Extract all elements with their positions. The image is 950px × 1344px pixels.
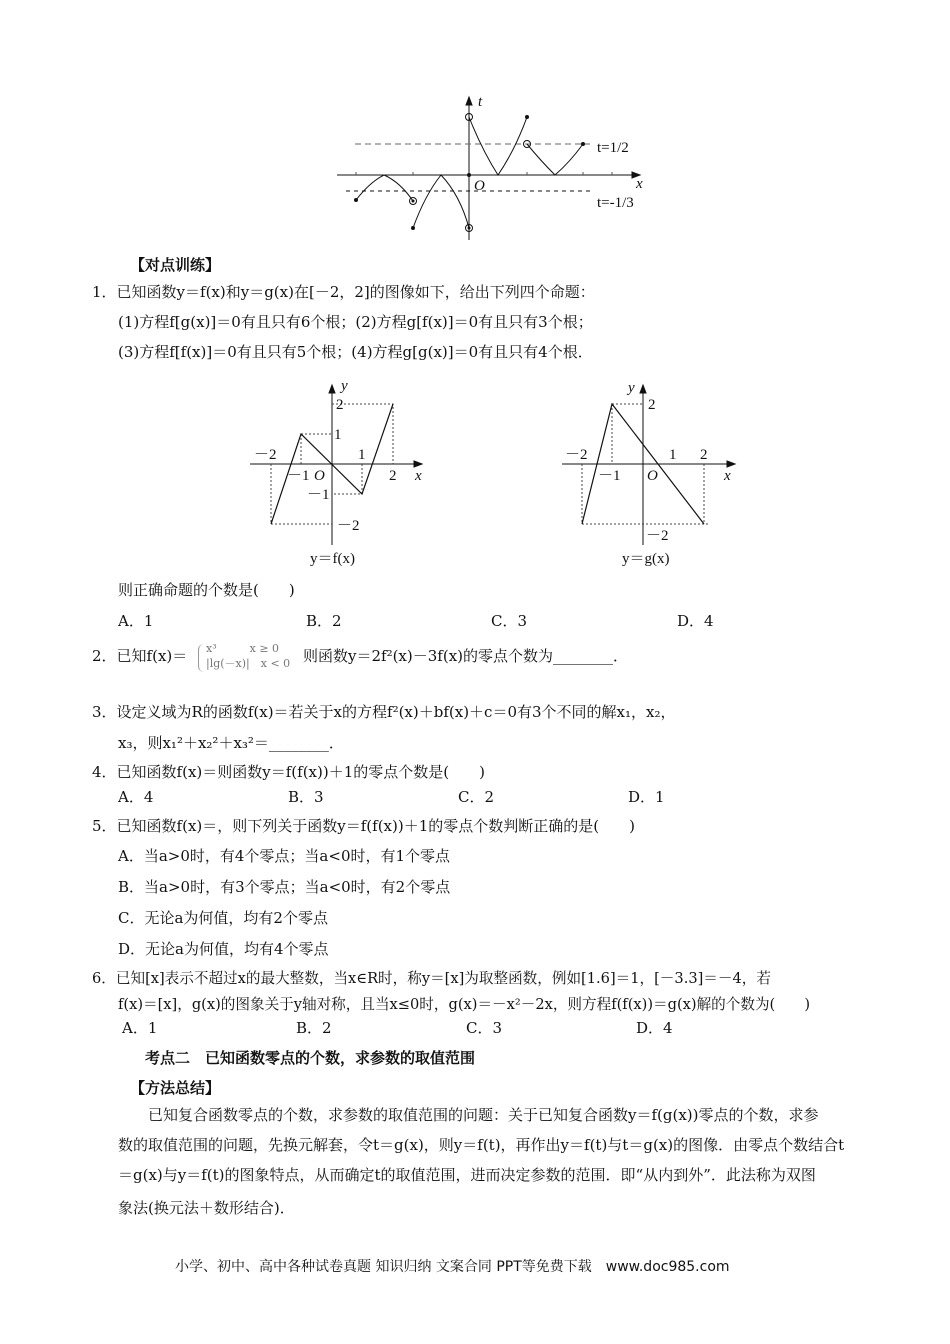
t-axis-label: t — [478, 94, 483, 110]
q1-propositions-1-2: (1)方程f[g(x)]＝0有且只有6个根；(2)方程g[f(x)]＝0有且只有3个根； — [118, 313, 593, 331]
tick-label: －1 — [598, 468, 621, 484]
tick-label: －2 — [646, 528, 669, 544]
method-summary-heading: 【方法总结】 — [130, 1079, 221, 1097]
graph-g — [550, 375, 750, 575]
q1-question: 则正确命题的个数是( ) — [118, 581, 295, 599]
origin-label: O — [314, 468, 325, 484]
y-axis-label: y — [628, 380, 635, 396]
tick-label: －2 — [565, 447, 588, 463]
x-axis-label: x — [724, 468, 731, 484]
method-text-line: 数的取值范围的问题，先换元解套，令t＝g(x)，则y＝f(t)，再作出y＝f(t)与t＝g(x)的图像．由零点个数结合t — [118, 1136, 845, 1154]
q5-stem: 5．已知函数f(x)＝，则下列关于函数y＝f(f(x))＋1的零点个数判断正确的是( ) — [92, 817, 635, 835]
q4-option-b[interactable]: B．3 — [288, 788, 324, 806]
q1-option-b[interactable]: B．2 — [306, 612, 342, 630]
tick-label: 2 — [336, 397, 344, 413]
q3-line-2: x₃，则x₁²＋x₂²＋x₃²＝________． — [118, 734, 344, 752]
q1-stem: 1．已知函数y＝f(x)和y＝g(x)在[－2，2]的图像如下，给出下列四个命题： — [92, 283, 595, 301]
q1-option-d[interactable]: D．4 — [677, 612, 714, 630]
q3-line-1: 3．设定义域为R的函数f(x)＝若关于x的方程f²(x)＋bf(x)＋c＝0有3个不同的解x₁，x₂， — [92, 703, 676, 721]
method-text-line: ＝g(x)与y＝f(t)的图象特点，从而确定t的取值范围，进而决定参数的范围．即“从内到外”．此法称为双图 — [118, 1166, 816, 1184]
line-label-half: t=1/2 — [597, 140, 629, 156]
q5-option-c[interactable]: C．无论a为何值，均有2个零点 — [118, 909, 328, 927]
x-axis-label: x — [415, 468, 422, 484]
q5-option-a[interactable]: A．当a>0时，有4个零点；当a<0时，有1个零点 — [118, 847, 451, 865]
section-heading-2: 考点二 已知函数零点的个数，求参数的取值范围 — [145, 1049, 476, 1067]
tick-label: 1 — [669, 447, 677, 463]
x-axis-label: x — [636, 176, 643, 192]
graph-f — [240, 375, 440, 575]
tick-label: －1 — [287, 468, 310, 484]
tick-label: －1 — [307, 487, 330, 503]
q4-stem: 4．已知函数f(x)＝则函数y＝f(f(x))＋1的零点个数是( ) — [92, 763, 485, 781]
line-label-neg-third: t=-1/3 — [597, 195, 634, 211]
q1-propositions-3-4: (3)方程f[f(x)]＝0有且只有5个根；(4)方程g[g(x)]＝0有且只有4个根． — [118, 343, 593, 361]
q6-option-b[interactable]: B．2 — [296, 1019, 332, 1037]
method-text-line: 象法(换元法＋数形结合)． — [118, 1199, 295, 1217]
graph-caption: y＝f(x) — [310, 551, 355, 567]
tick-label: 2 — [389, 468, 397, 484]
q6-option-a[interactable]: A．1 — [122, 1019, 158, 1037]
q2-case-1: x³ x ≥ 0 — [206, 642, 280, 655]
tick-label: －2 — [337, 518, 360, 534]
method-text-line: 已知复合函数零点的个数，求参数的取值范围的问题：关于已知复合函数y＝f(g(x))零点的个数，求参 — [148, 1106, 819, 1124]
q2-prefix: 2．已知f(x)＝ — [92, 647, 188, 665]
q2-suffix: 则函数y＝2f²(x)－3f(x)的零点个数为________． — [303, 647, 629, 665]
q6-line-1: 6．已知[x]表示不超过x的最大整数，当x∈R时，称y＝[x]为取整函数，例如[1.6]＝1，[－3.3]＝－4，若 — [92, 970, 771, 987]
q1-option-c[interactable]: C．3 — [491, 612, 528, 630]
q2-case-2: |lg(－x)| x < 0 — [206, 657, 291, 670]
tick-label: 1 — [334, 427, 342, 443]
section-heading-practice: 【对点训练】 — [130, 256, 221, 274]
graph-caption: y＝g(x) — [622, 551, 670, 567]
origin-label: O — [474, 178, 485, 194]
tick-label: 2 — [648, 397, 656, 413]
q6-line-2: f(x)＝[x]，g(x)的图象关于y轴对称，且当x≤0时，g(x)＝－x²－2x，则方程f(f(x))＝g(x)解的个数为( ) — [118, 996, 811, 1013]
tick-label: 1 — [358, 447, 366, 463]
page-footer: 小学、初中、高中各种试卷真题 知识归纳 文案合同 PPT等免费下载 www.doc985.com — [175, 1259, 730, 1275]
q4-option-d[interactable]: D．1 — [628, 788, 665, 806]
q4-option-c[interactable]: C．2 — [458, 788, 495, 806]
y-axis-label: y — [341, 378, 348, 394]
tick-label: 2 — [700, 447, 708, 463]
origin-label: O — [647, 468, 658, 484]
composite-function-figure — [330, 90, 660, 250]
q6-option-c[interactable]: C．3 — [466, 1019, 503, 1037]
q5-option-b[interactable]: B．当a>0时，有3个零点；当a<0时，有2个零点 — [118, 878, 451, 896]
q4-option-a[interactable]: A．4 — [118, 788, 154, 806]
q5-option-d[interactable]: D．无论a为何值，均有4个零点 — [118, 940, 329, 958]
tick-label: －2 — [254, 447, 277, 463]
q1-option-a[interactable]: A．1 — [118, 612, 154, 630]
q6-option-d[interactable]: D．4 — [636, 1019, 673, 1037]
